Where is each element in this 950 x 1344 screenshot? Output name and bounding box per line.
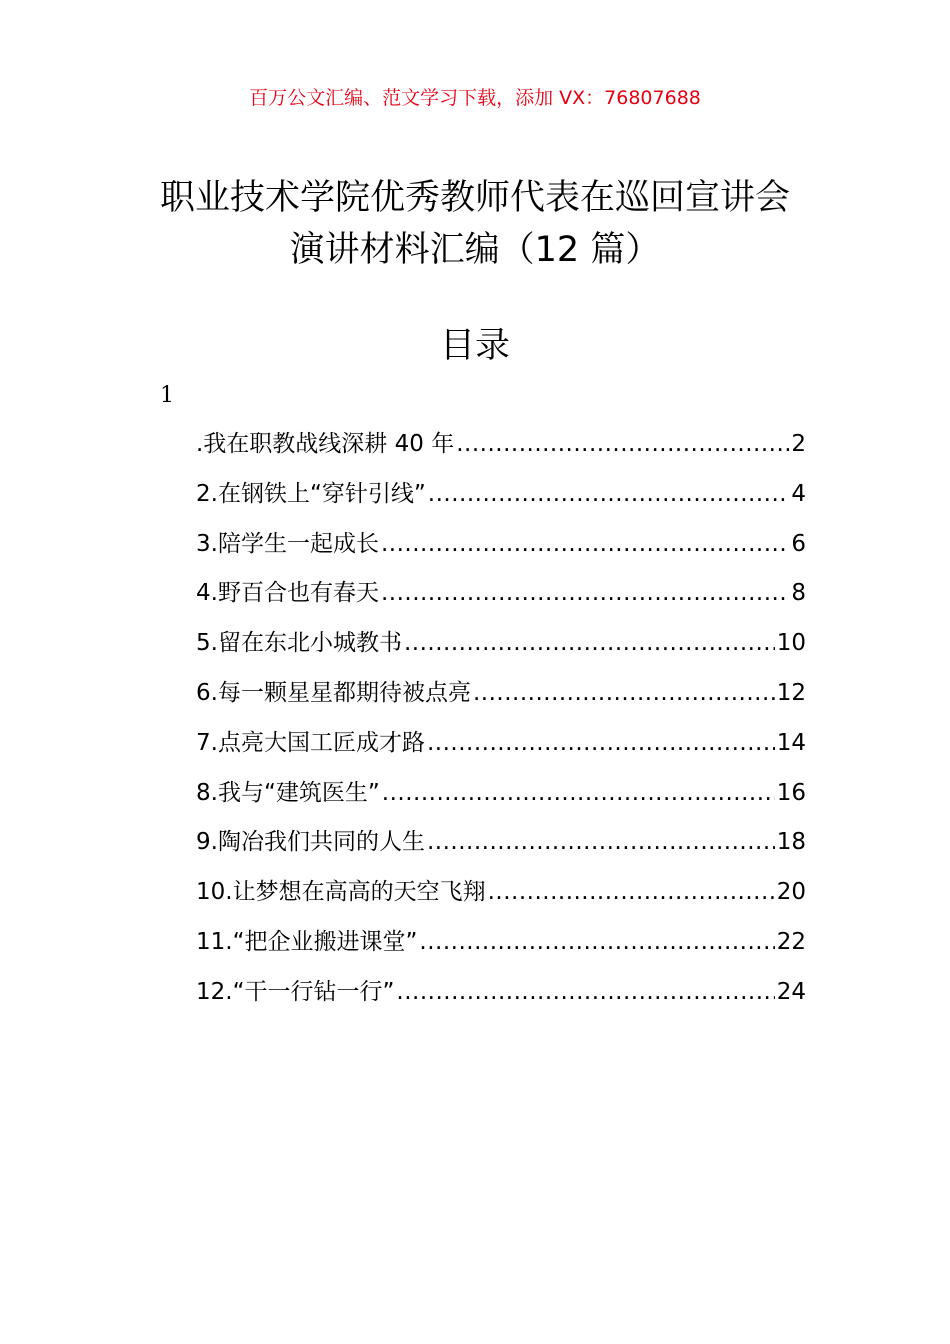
- toc-entry[interactable]: [196, 424, 806, 474]
- toc-entry-title: 12.“干一行钻一行”: [196, 978, 395, 1005]
- toc-leader-dots: [473, 673, 775, 713]
- toc-leader-dots: [396, 972, 774, 1012]
- toc-entry-title: 10.让梦想在高高的天空飞翔: [196, 879, 486, 906]
- toc-entry-page: 4: [791, 480, 806, 507]
- toc-leader-dots: [456, 424, 789, 464]
- toc-entry[interactable]: [196, 623, 806, 673]
- stray-number: 1: [160, 383, 174, 408]
- toc-entry-page: 6: [791, 530, 806, 557]
- header-note: 百万公文汇编、范文学习下载，添加 VX：76807688: [249, 87, 701, 109]
- toc-leader-dots: [427, 822, 775, 862]
- toc-entry-title: .我在职教战线深耕 40 年: [196, 431, 455, 457]
- title-line-2: 演讲材料汇编（12 篇）: [289, 230, 661, 270]
- toc-entry-title: 8.我与“建筑医生”: [196, 779, 380, 806]
- toc-entry[interactable]: [196, 922, 806, 972]
- toc-leader-dots: [427, 723, 775, 763]
- toc-entry-title: 5.留在东北小城教书: [196, 630, 402, 657]
- toc-leader-dots: [382, 773, 775, 813]
- title-line-1: 职业技术学院优秀教师代表在巡回宣讲会: [159, 178, 790, 218]
- toc-entry-page: 10: [776, 630, 806, 657]
- toc-entry-title: 3.陪学生一起成长: [196, 530, 379, 557]
- toc-leader-dots: [488, 872, 775, 912]
- toc-leader-dots: [419, 922, 774, 962]
- toc-entry-page: 18: [776, 829, 806, 856]
- toc-entry-page: 2: [791, 431, 806, 457]
- toc-entry[interactable]: [196, 573, 806, 623]
- toc-leader-dots: [381, 524, 789, 564]
- toc-entry-page: 24: [776, 978, 806, 1005]
- toc-leader-dots: [428, 474, 790, 514]
- toc-entry[interactable]: [196, 673, 806, 723]
- toc-entry[interactable]: [196, 474, 806, 524]
- toc-entry-page: 14: [776, 729, 806, 756]
- toc-entry[interactable]: [196, 822, 806, 872]
- toc-entry-page: 16: [776, 779, 806, 806]
- toc-entry-page: 8: [791, 580, 806, 607]
- toc-entry-title: 2.在钢铁上“穿针引线”: [196, 480, 426, 507]
- toc-entry-page: 20: [776, 879, 806, 906]
- toc-heading: 目录: [439, 326, 510, 366]
- toc-entry-title: 9.陶冶我们共同的人生: [196, 829, 425, 856]
- toc-leader-dots: [381, 573, 789, 613]
- table-of-contents: [196, 424, 806, 1022]
- toc-entry-title: 11.“把企业搬进课堂”: [196, 928, 418, 955]
- toc-entry-page: 22: [776, 928, 806, 955]
- document-title: [0, 172, 950, 276]
- toc-entry-title: 6.每一颗星星都期待被点亮: [196, 679, 471, 706]
- toc-entry[interactable]: [196, 972, 806, 1022]
- toc-entry[interactable]: [196, 872, 806, 922]
- toc-entry[interactable]: [196, 773, 806, 823]
- toc-entry[interactable]: [196, 723, 806, 773]
- toc-entry-title: 4.野百合也有春天: [196, 580, 379, 607]
- toc-entry[interactable]: [196, 524, 806, 574]
- toc-leader-dots: [404, 623, 775, 663]
- toc-entry-page: 12: [776, 679, 806, 706]
- toc-entry-title: 7.点亮大国工匠成才路: [196, 729, 425, 756]
